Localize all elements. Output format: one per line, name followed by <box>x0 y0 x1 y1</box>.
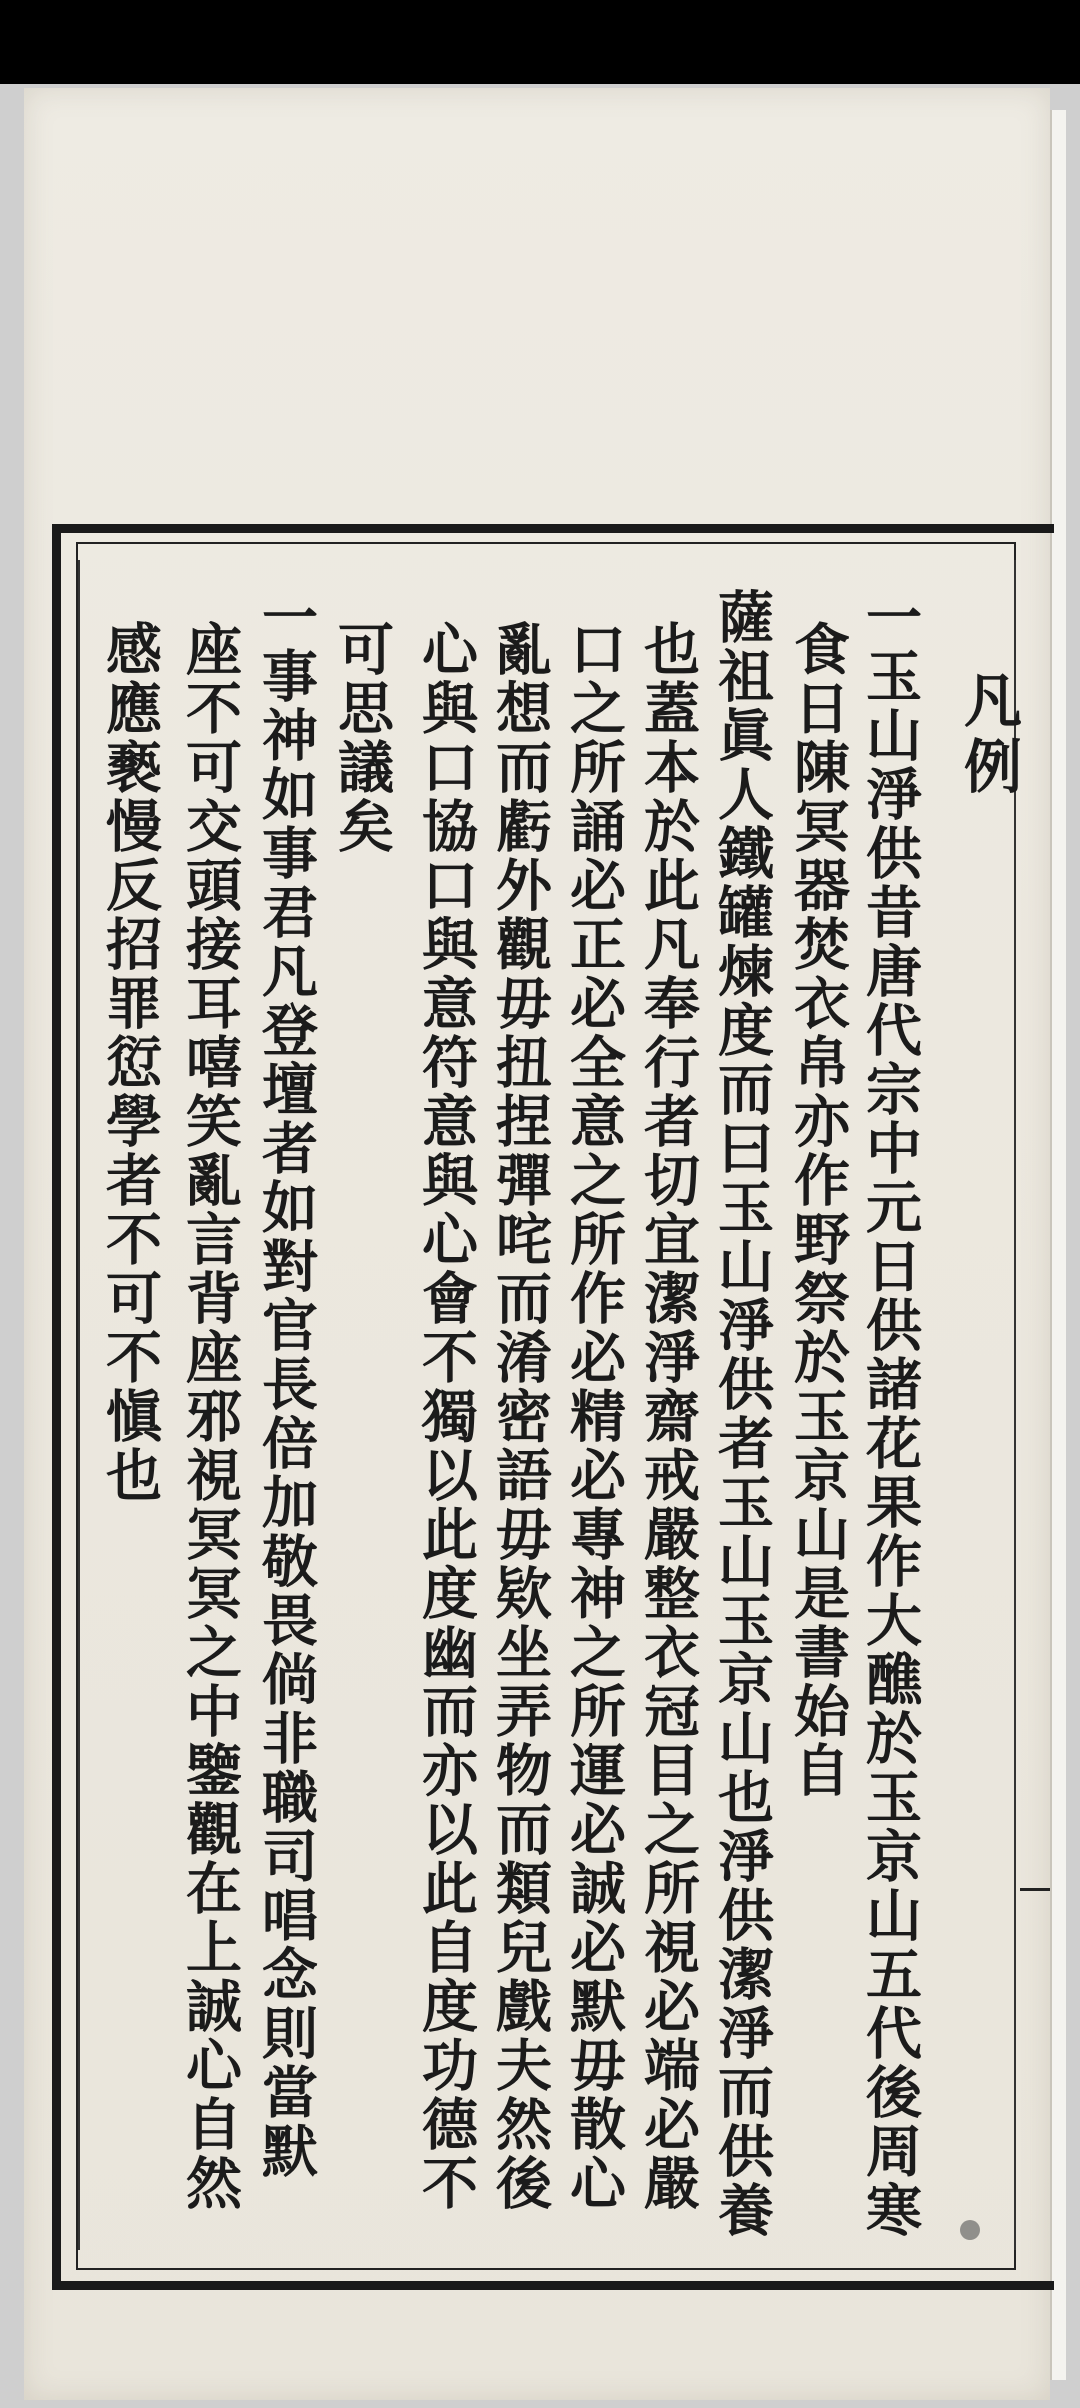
text-column-8: 可思議矣 <box>329 620 395 856</box>
text-column-7: 心與口協口與意符意與心會不獨以此度幽而亦以此自度功德不 <box>413 620 479 2213</box>
text-column-4: 也蓋本於此凡奉行者切宜潔淨齋戒嚴整衣冠目之所視必端必嚴 <box>635 620 701 2213</box>
text-column-1: 一玉山淨供昔唐代宗中元日供諸花果作大醮於玉京山五代後周寒 <box>857 588 923 2240</box>
text-column-11: 感應褻慢反招罪愆學者不可不愼也 <box>97 620 163 1505</box>
page-heading: 凡例 <box>954 670 1022 802</box>
top-black-bar <box>0 0 1080 84</box>
column-rule <box>1014 560 1016 2250</box>
text-column-9: 一事神如事君凡登壇者如對官長倍加敬畏倘非職司唱念則當默 <box>253 588 319 2181</box>
column-rule <box>78 560 80 2250</box>
text-column-2: 食日陳冥器焚衣帛亦作野祭於玉京山是書始自 <box>785 620 851 1800</box>
ink-spot <box>960 2220 980 2240</box>
text-column-10: 座不可交頭接耳嘻笑亂言背座邪視冥冥之中鑒觀在上誠心自然 <box>177 620 243 2213</box>
text-column-6: 亂想而虧外觀毋扭捏彈咤而淆密語毋欵坐弄物而類兒戲夫然後 <box>487 620 553 2213</box>
margin-tick <box>1020 1888 1050 1891</box>
text-column-3: 薩祖眞人鐵罐煉度而曰玉山淨供者玉山玉京山也淨供潔淨而供養 <box>709 588 775 2240</box>
text-column-5: 口之所誦必正必全意之所作必精必專神之所運必誠必默毋散心 <box>561 620 627 2213</box>
